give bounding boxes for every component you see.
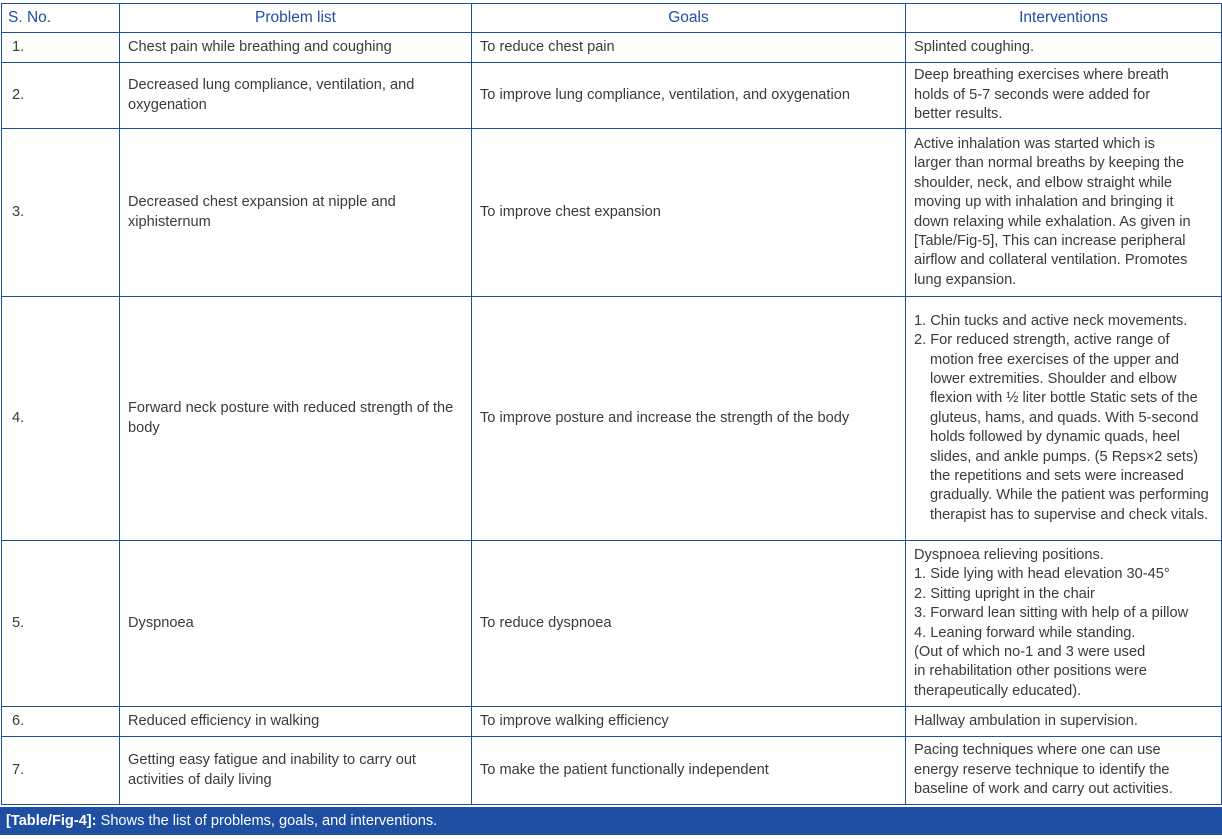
row-goal: To improve walking efficiency — [472, 707, 906, 737]
caption-label: [Table/Fig-4]: — [6, 813, 97, 829]
table-row — [2, 541, 1222, 707]
row-number: 6. — [2, 707, 120, 737]
row-problem: Decreased lung compliance, ventilation, and oxygenation — [120, 63, 472, 129]
intervention-line: Pacing techniques where one can use — [914, 742, 1161, 759]
intervention-line: Active inhalation was started which is — [914, 135, 1155, 152]
intervention-line: 3. Forward lean sitting with help of a pillow — [914, 605, 1189, 622]
table-caption — [0, 807, 1222, 835]
row-intervention — [906, 541, 1222, 707]
row-number: 4. — [2, 297, 120, 541]
intervention-line: airflow and collateral ventilation. Promotes — [914, 252, 1188, 269]
caption-text: Shows the list of problems, goals, and interventions. — [96, 813, 438, 829]
intervention-line: 2. Sitting upright in the chair — [914, 585, 1095, 602]
intervention-line: therapeutically educated). — [914, 682, 1082, 699]
intervention-line: holds of 5-7 seconds were added for — [914, 86, 1151, 103]
intervention-line: [Table/Fig-5], This can increase peripheral — [914, 232, 1186, 249]
row-intervention — [906, 129, 1222, 297]
intervention-line: baseline of work and carry out activities. — [914, 781, 1173, 798]
row-problem: Reduced efficiency in walking — [120, 707, 472, 737]
intervention-line: Splinted coughing. — [914, 38, 1035, 55]
intervention-line: moving up with inhalation and bringing it — [914, 194, 1174, 211]
row-problem: Decreased chest expansion at nipple and xiphisternum — [120, 129, 472, 297]
header-goals: Goals — [472, 4, 906, 33]
row-problem: Getting easy fatigue and inability to carry out activities of daily living — [120, 737, 472, 805]
table-row — [2, 737, 1222, 805]
intervention-line: 1. Side lying with head elevation 30-45° — [914, 566, 1170, 583]
row-goal: To improve lung compliance, ventilation, and oxygenation — [472, 63, 906, 129]
intervention-line: Deep breathing exercises where breath — [914, 67, 1169, 84]
problems-goals-interventions-table — [1, 3, 1222, 805]
intervention-line: in rehabilitation other positions were — [914, 663, 1147, 680]
table-row — [2, 63, 1222, 129]
row-number: 2. — [2, 63, 120, 129]
intervention-line: 4. Leaning forward while standing. — [914, 624, 1136, 641]
row-goal: To make the patient functionally independent — [472, 737, 906, 805]
row-number: 3. — [2, 129, 120, 297]
intervention-line: Dyspnoea relieving positions. — [914, 546, 1104, 563]
intervention-line: lung expansion. — [914, 271, 1017, 288]
intervention-line: larger than normal breaths by keeping the — [914, 155, 1185, 172]
intervention-line: Hallway ambulation in supervision. — [914, 712, 1138, 729]
row-problem: Forward neck posture with reduced strength of the body — [120, 297, 472, 541]
intervention-line: down relaxing while exhalation. As given in — [914, 213, 1191, 230]
row-goal: To reduce dyspnoea — [472, 541, 906, 707]
table-row — [2, 33, 1222, 63]
intervention-line: shoulder, neck, and elbow straight while — [914, 174, 1172, 191]
row-goal: To improve posture and increase the strength of the body — [472, 297, 906, 541]
row-intervention — [906, 33, 1222, 63]
row-problem: Chest pain while breathing and coughing — [120, 33, 472, 63]
header-interventions: Interventions — [906, 4, 1222, 33]
row-problem: Dyspnoea — [120, 541, 472, 707]
table-row — [2, 297, 1222, 541]
header-problem-list: Problem list — [120, 4, 472, 33]
intervention-item: 2. For reduced strength, active range of motion free exercises of the upper and lower extremities. Shoulder and elbow flexion with ½ liter bottle Static sets of the gluteus, hams, and quads. With 5-second holds followed by dynamic quads, heel slides, and ankle pumps. (5 Reps×2 sets) the repetitions and sets were increased gradually. While the patient was performing therapist has to supervise and check vitals. — [914, 332, 1209, 523]
intervention-line: (Out of which no-1 and 3 were used — [914, 643, 1146, 660]
row-number: 1. — [2, 33, 120, 63]
row-intervention — [906, 63, 1222, 129]
row-intervention — [906, 707, 1222, 737]
table-row — [2, 707, 1222, 737]
table-row — [2, 129, 1222, 297]
row-intervention — [906, 297, 1222, 541]
row-intervention — [906, 737, 1222, 805]
table-header-row — [2, 4, 1222, 33]
intervention-line: energy reserve technique to identify the — [914, 761, 1170, 778]
intervention-item: 1. Chin tucks and active neck movements. — [914, 312, 1188, 329]
row-goal: To reduce chest pain — [472, 33, 906, 63]
header-sno: S. No. — [2, 4, 120, 33]
row-number: 7. — [2, 737, 120, 805]
row-goal: To improve chest expansion — [472, 129, 906, 297]
row-number: 5. — [2, 541, 120, 707]
intervention-line: better results. — [914, 106, 1003, 123]
